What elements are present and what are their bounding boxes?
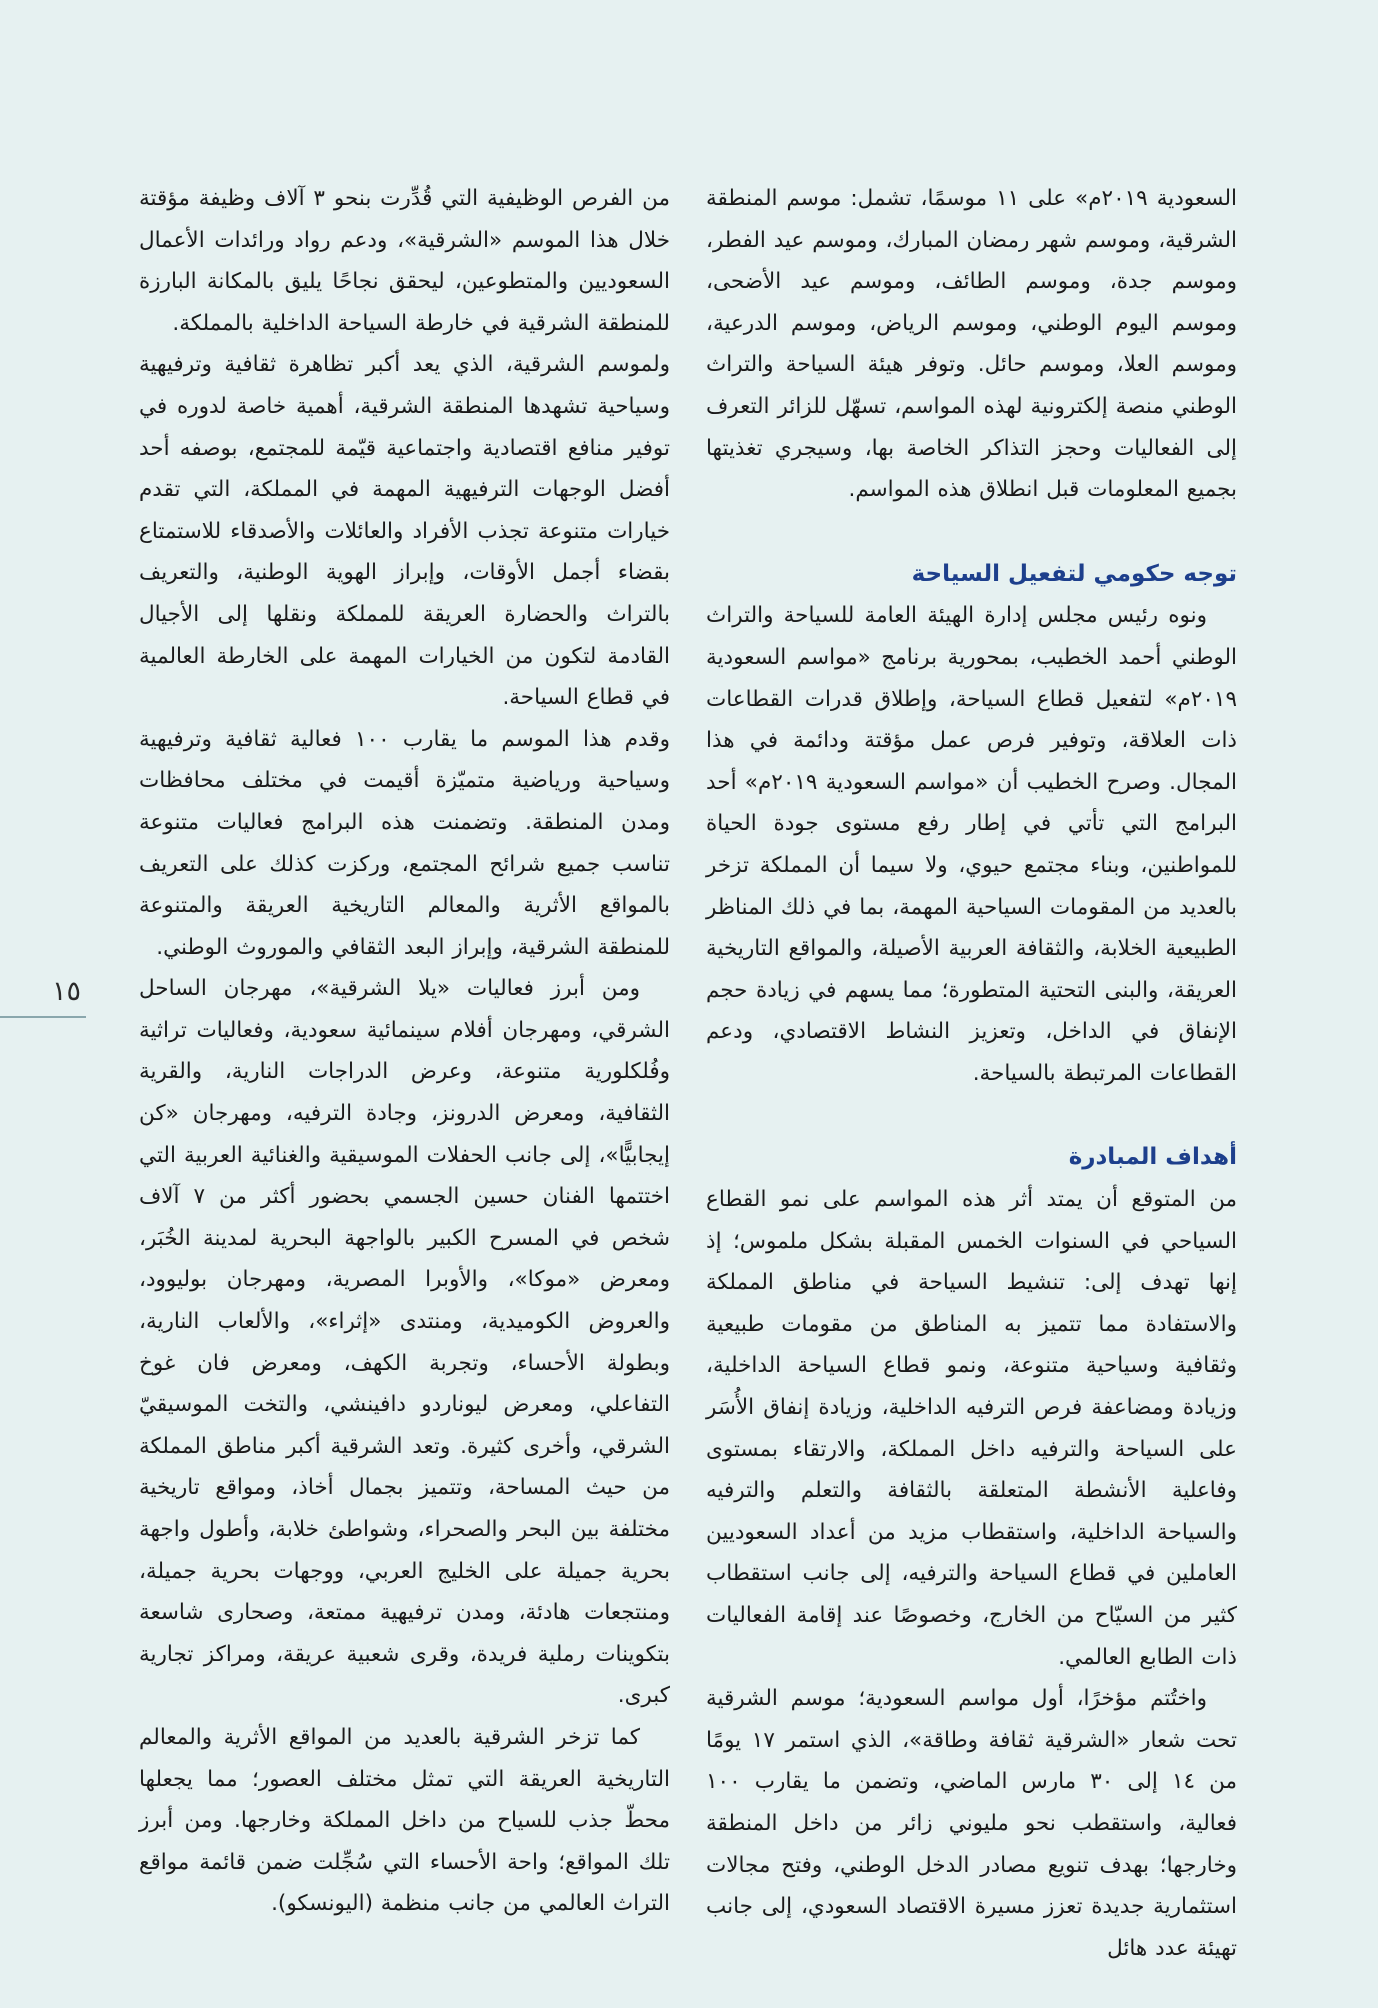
left-paragraph-1: من الفرص الوظيفية التي قُدِّرت بنحو ٣ آلاف وظيفة مؤقتة خلال هذا الموسم «الشرقية»، ودعم رواد ورائدات الأعمال السعوديين والمتطوعين، ليحقق نجاحًا يليق بالمكانة البارزة للمنطقة الشرقية في خارطة السياحة الداخلية بالمملكة. [139, 186, 671, 336]
left-column [139, 178, 670, 1925]
page-number-rule [0, 1016, 86, 1018]
left-paragraph-3: وقدم هذا الموسم ما يقارب ١٠٠ فعالية ثقافية وترفيهية وسياحية ورياضية متميّزة أقيمت في مختلف محافظات ومدن المنطقة. وتضمنت هذه البرامج فعاليات متنوعة تناسب جميع شرائح المجتمع، وركزت كذلك على التعريف بالمواقع الأثرية والمعالم التاريخية العريقة والمتنوعة للمنطقة الشرقية، وإبراز البعد الثقافي والموروث الوطني. [139, 726, 670, 960]
left-paragraph-4: ومن أبرز فعاليات «يلا الشرقية»، مهرجان الساحل الشرقي، ومهرجان أفلام سينمائية سعودية، وفعاليات تراثية وفُلكلورية متنوعة، وعرض الدراجات النارية، والقرية الثقافية، ومعرض الدرونز، وجادة الترفيه، ومهرجان «كن إيجابيًّا»، إلى جانب الحفلات الموسيقية والغنائية العربية التي اختتمها الفنان حسين الجسمي بحضور أكثر من ٧ آلاف شخص في المسرح الكبير بالواجهة البحرية لمدينة الخُبَر، ومعرض «موكا»، والأوبرا المصرية، ومهرجان بوليوود، والعروض الكوميدية، ومنتدى «إثراء»، والألعاب النارية، وبطولة الأحساء، وتجربة الكهف، ومعرض فان غوخ التفاعلي، ومعرض ليوناردو دافينشي، والتخت الموسيقيّ الشرقي، وأخرى كثيرة. وتعد الشرقية أكبر مناطق المملكة من حيث المساحة، وتتميز بجمال أخاذ، ومواقع تاريخية مختلفة بين البحر والصحراء، وشواطئ خلابة، وأطول واجهة بحرية جميلة على الخليج العربي، ووجهات بحرية جميلة، ومنتجعات هادئة، ومدن ترفيهية ممتعة، وصحارى شاسعة بتكوينات رملية فريدة، وقرى شعبية عريقة، ومراكز تجارية كبرى. [139, 976, 670, 1709]
right-paragraph-3: من المتوقع أن يمتد أثر هذه المواسم على نمو القطاع السياحي في السنوات الخمس المقبلة بشكل ملموس؛ إذ إنها تهدف إلى: تنشيط السياحة في مناطق المملكة والاستفادة مما تتميز به المناطق من مقومات طبيعية وثقافية وسياحية متنوعة، ونمو قطاع السياحة الداخلية، وزيادة ومضاعفة فرص الترفيه الداخلية، وزيادة إنفاق الأُسَر على السياحة والترفيه داخل المملكة، والارتقاء بمستوى وفاعلية الأنشطة المتعلقة بالثقافة والتعلم والترفيه والسياحة الداخلية، واستقطاب مزيد من أعداد السعوديين العاملين في قطاع السياحة والترفيه، إلى جانب استقطاب كثير من السيّاح من الخارج، وخصوصًا عند إقامة الفعاليات ذات الطابع العالمي. [706, 1187, 1237, 1670]
right-column [706, 178, 1237, 1969]
left-paragraph-5: كما تزخر الشرقية بالعديد من المواقع الأثرية والمعالم التاريخية العريقة التي تمثل مختلف العصور؛ مما يجعلها محطّ جذب للسياح من داخل المملكة وخارجها. ومن أبرز تلك المواقع؛ واحة الأحساء التي سُجِّلت ضمن قائمة مواقع التراث العالمي من جانب منظمة (اليونسكو). [139, 1724, 670, 1917]
spacer [706, 1094, 1237, 1137]
section-heading-government-direction: توجه حكومي لتفعيل السياحة [911, 560, 1237, 587]
right-paragraph-1: السعودية ٢٠١٩م» على ١١ موسمًا، تشمل: موسم المنطقة الشرقية، وموسم شهر رمضان المبارك، وموسم عيد الفطر، وموسم جدة، وموسم الطائف، وموسم عيد الأضحى، وموسم اليوم الوطني، وموسم الرياض، وموسم الدرعية، وموسم العلا، وموسم حائل. وتوفر هيئة السياحة والتراث الوطني منصة إلكترونية لهذه المواسم، تسهّل للزائر التعرف إلى الفعاليات وحجز التذاكر الخاصة بها، وسيجري تغذيتها بجميع المعلومات قبل انطلاق هذه المواسم. [706, 186, 1237, 503]
left-paragraph-2: ولموسم الشرقية، الذي يعد أكبر تظاهرة ثقافية وترفيهية وسياحية تشهدها المنطقة الشرقية، أهمية خاصة لدوره في توفير منافع اقتصادية واجتماعية قيّمة للمجتمع، بوصفه أحد أفضل الوجهات الترفيهية المهمة في المملكة، التي تقدم خيارات متنوعة تجذب الأفراد والعائلات والأصدقاء للاستمتاع بقضاء أجمل الأوقات، وإبراز الهوية الوطنية، والتعريف بالتراث والحضارة العريقة للمملكة ونقلها إلى الأجيال القادمة لتكون من الخيارات المهمة على الخارطة العالمية في قطاع السياحة. [139, 352, 670, 711]
page-number: ١٥ [52, 976, 82, 1007]
spacer [706, 511, 1237, 554]
right-paragraph-4: واختُتم مؤخرًا، أول مواسم السعودية؛ موسم الشرقية تحت شعار «الشرقية ثقافة وطاقة»، الذي استمر ١٧ يومًا من ١٤ إلى ٣٠ مارس الماضي، وتضمن ما يقارب ١٠٠ فعالية، واستقطب نحو مليوني زائر من داخل المنطقة وخارجها؛ بهدف تنويع مصادر الدخل الوطني، وفتح مجالات استثمارية جديدة تعزز مسيرة الاقتصاد السعودي، إلى جانب تهيئة عدد هائل [706, 1686, 1237, 1961]
section-heading-initiative-goals: أهداف المبادرة [1068, 1144, 1237, 1171]
right-paragraph-2: ونوه رئيس مجلس إدارة الهيئة العامة للسياحة والتراث الوطني أحمد الخطيب، بمحورية برنامج «مواسم السعودية ٢٠١٩م» لتفعيل قطاع السياحة، وإطلاق قدرات القطاعات ذات العلاقة، وتوفير فرص عمل مؤقتة ودائمة في هذا المجال. وصرح الخطيب أن «مواسم السعودية ٢٠١٩م» أحد البرامج التي تأتي في إطار رفع مستوى جودة الحياة للمواطنين، وبناء مجتمع حيوي، ولا سيما أن المملكة تزخر بالعديد من المقومات السياحية المهمة، بما في ذلك المناظر الطبيعية الخلابة، والثقافة العربية الأصيلة، والمواقع التاريخية العريقة، والبنى التحتية المتطورة؛ مما يسهم في زيادة حجم الإنفاق في الداخل، وتعزيز النشاط الاقتصادي، ودعم القطاعات المرتبطة بالسياحة. [706, 603, 1237, 1086]
